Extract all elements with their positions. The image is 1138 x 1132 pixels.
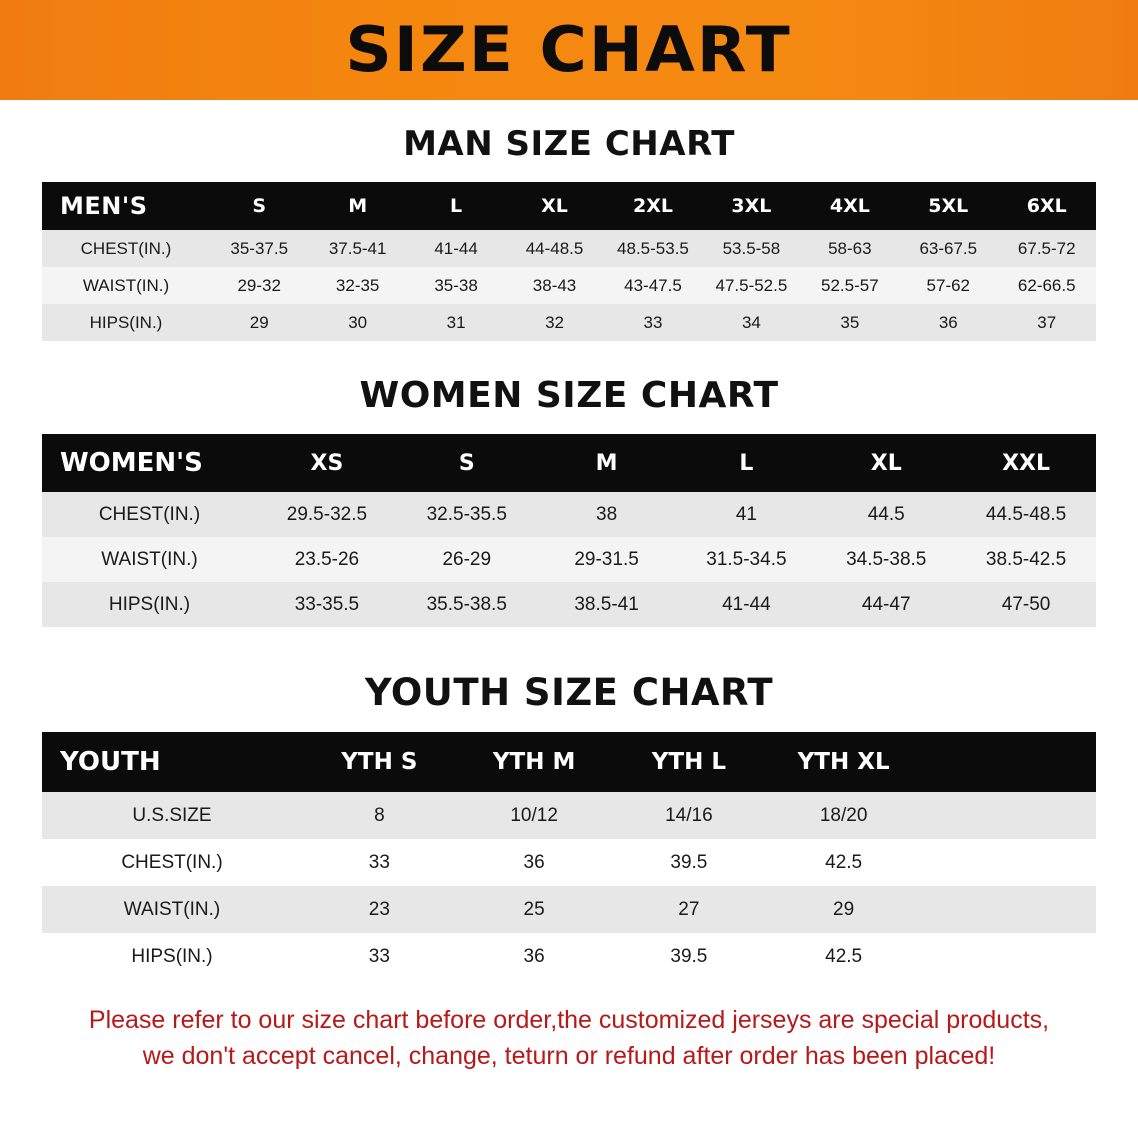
- youth-col-header: YTH XL: [766, 732, 921, 792]
- table-cell: 62-66.5: [998, 267, 1097, 304]
- youth-col-header-spacer: [921, 732, 1096, 792]
- table-cell-spacer: [921, 933, 1096, 980]
- table-cell: 57-62: [899, 267, 997, 304]
- table-cell: 67.5-72: [998, 230, 1097, 267]
- table-cell: 53.5-58: [702, 230, 800, 267]
- page-banner: [0, 0, 1138, 100]
- table-cell: 34: [702, 304, 800, 341]
- table-cell: 37: [998, 304, 1097, 341]
- notice-line-1: Please refer to our size chart before order,the customized jerseys are special products,: [88, 1006, 1050, 1034]
- table-cell: 41-44: [407, 230, 505, 267]
- table-row: [42, 886, 1096, 933]
- women-col-header: XS: [257, 434, 397, 492]
- row-label: HIPS(IN.): [42, 582, 257, 627]
- table-cell: 47.5-52.5: [702, 267, 800, 304]
- table-cell: 38-43: [505, 267, 603, 304]
- table-row: [42, 537, 1096, 582]
- table-cell: 32: [505, 304, 603, 341]
- youth-col-header: YTH M: [457, 732, 612, 792]
- table-cell: 29-31.5: [537, 537, 677, 582]
- women-col-header: M: [537, 434, 677, 492]
- women-col-header: L: [676, 434, 816, 492]
- table-cell: 29-32: [210, 267, 308, 304]
- table-cell: 35-37.5: [210, 230, 308, 267]
- man-section-title: MAN SIZE CHART: [403, 124, 735, 164]
- table-row: [42, 230, 1096, 267]
- table-cell: 52.5-57: [801, 267, 899, 304]
- table-cell: 33: [302, 839, 457, 886]
- men-col-header: 4XL: [801, 182, 899, 230]
- table-cell: 44.5: [816, 492, 956, 537]
- table-cell: 36: [457, 839, 612, 886]
- table-cell: 32.5-35.5: [397, 492, 537, 537]
- youth-table-wrapper: [42, 732, 1096, 980]
- row-label: HIPS(IN.): [42, 933, 302, 980]
- table-cell: 29.5-32.5: [257, 492, 397, 537]
- table-cell-spacer: [921, 886, 1096, 933]
- table-cell: 10/12: [457, 792, 612, 839]
- table-cell: 25: [457, 886, 612, 933]
- table-cell: 18/20: [766, 792, 921, 839]
- table-row: [42, 267, 1096, 304]
- table-cell: 41-44: [676, 582, 816, 627]
- table-cell: 30: [308, 304, 406, 341]
- table-cell: 38.5-42.5: [956, 537, 1096, 582]
- table-cell: 63-67.5: [899, 230, 997, 267]
- table-cell: 23: [302, 886, 457, 933]
- men-col-header: 3XL: [702, 182, 800, 230]
- row-label: U.S.SIZE: [42, 792, 302, 839]
- table-cell: 8: [302, 792, 457, 839]
- youth-size-table: [42, 732, 1096, 980]
- table-cell: 34.5-38.5: [816, 537, 956, 582]
- table-cell: 26-29: [397, 537, 537, 582]
- women-corner-label: WOMEN'S: [42, 434, 257, 492]
- women-col-header: XXL: [956, 434, 1096, 492]
- table-cell: 44-47: [816, 582, 956, 627]
- youth-col-header: YTH S: [302, 732, 457, 792]
- table-cell: 41: [676, 492, 816, 537]
- women-table-wrapper: [42, 434, 1096, 627]
- men-col-header: XL: [505, 182, 603, 230]
- youth-corner-label: YOUTH: [42, 732, 302, 792]
- table-cell: 31.5-34.5: [676, 537, 816, 582]
- man-table-wrapper: [42, 182, 1096, 341]
- return-policy-notice: [40, 1002, 1098, 1075]
- table-cell: 31: [407, 304, 505, 341]
- men-col-header: 5XL: [899, 182, 997, 230]
- table-cell: 33: [302, 933, 457, 980]
- row-label: CHEST(IN.): [42, 492, 257, 537]
- table-cell: 44-48.5: [505, 230, 603, 267]
- table-cell: 42.5: [766, 839, 921, 886]
- men-col-header: M: [308, 182, 406, 230]
- men-col-header: 6XL: [998, 182, 1097, 230]
- table-cell: 44.5-48.5: [956, 492, 1096, 537]
- row-label: WAIST(IN.): [42, 267, 210, 304]
- table-cell: 14/16: [612, 792, 767, 839]
- men-col-header: L: [407, 182, 505, 230]
- table-row: [42, 792, 1096, 839]
- table-row: [42, 933, 1096, 980]
- table-cell: 48.5-53.5: [604, 230, 702, 267]
- table-cell-spacer: [921, 839, 1096, 886]
- page-title: SIZE CHART: [345, 13, 793, 86]
- men-col-header: 2XL: [604, 182, 702, 230]
- table-cell: 38: [537, 492, 677, 537]
- table-cell: 23.5-26: [257, 537, 397, 582]
- table-cell: 33-35.5: [257, 582, 397, 627]
- table-cell: 29: [766, 886, 921, 933]
- table-header-row: [42, 182, 1096, 230]
- table-cell: 42.5: [766, 933, 921, 980]
- men-corner-label: MEN'S: [42, 182, 210, 230]
- table-cell: 36: [899, 304, 997, 341]
- row-label: WAIST(IN.): [42, 537, 257, 582]
- row-label: CHEST(IN.): [42, 230, 210, 267]
- table-row: [42, 304, 1096, 341]
- row-label: HIPS(IN.): [42, 304, 210, 341]
- table-cell: 36: [457, 933, 612, 980]
- row-label: WAIST(IN.): [42, 886, 302, 933]
- table-cell: 35-38: [407, 267, 505, 304]
- table-row: [42, 582, 1096, 627]
- men-col-header: S: [210, 182, 308, 230]
- table-row: [42, 839, 1096, 886]
- women-col-header: XL: [816, 434, 956, 492]
- table-cell: 29: [210, 304, 308, 341]
- table-cell: 37.5-41: [308, 230, 406, 267]
- table-header-row: [42, 732, 1096, 792]
- table-cell: 39.5: [612, 933, 767, 980]
- notice-line-2: we don't accept cancel, change, teturn or refund after order has been placed!: [142, 1042, 996, 1071]
- table-row: [42, 492, 1096, 537]
- women-size-table: [42, 434, 1096, 627]
- table-cell: 35.5-38.5: [397, 582, 537, 627]
- women-section-title: WOMEN SIZE CHART: [359, 375, 779, 416]
- man-size-table: [42, 182, 1096, 341]
- table-cell: 35: [801, 304, 899, 341]
- table-cell: 38.5-41: [537, 582, 677, 627]
- table-cell: 58-63: [801, 230, 899, 267]
- table-cell: 33: [604, 304, 702, 341]
- table-header-row: [42, 434, 1096, 492]
- row-label: CHEST(IN.): [42, 839, 302, 886]
- youth-section-title: YOUTH SIZE CHART: [364, 671, 774, 714]
- table-cell: 43-47.5: [604, 267, 702, 304]
- table-cell: 27: [612, 886, 767, 933]
- table-cell: 32-35: [308, 267, 406, 304]
- table-cell: 47-50: [956, 582, 1096, 627]
- table-cell-spacer: [921, 792, 1096, 839]
- women-col-header: S: [397, 434, 537, 492]
- table-cell: 39.5: [612, 839, 767, 886]
- youth-col-header: YTH L: [612, 732, 767, 792]
